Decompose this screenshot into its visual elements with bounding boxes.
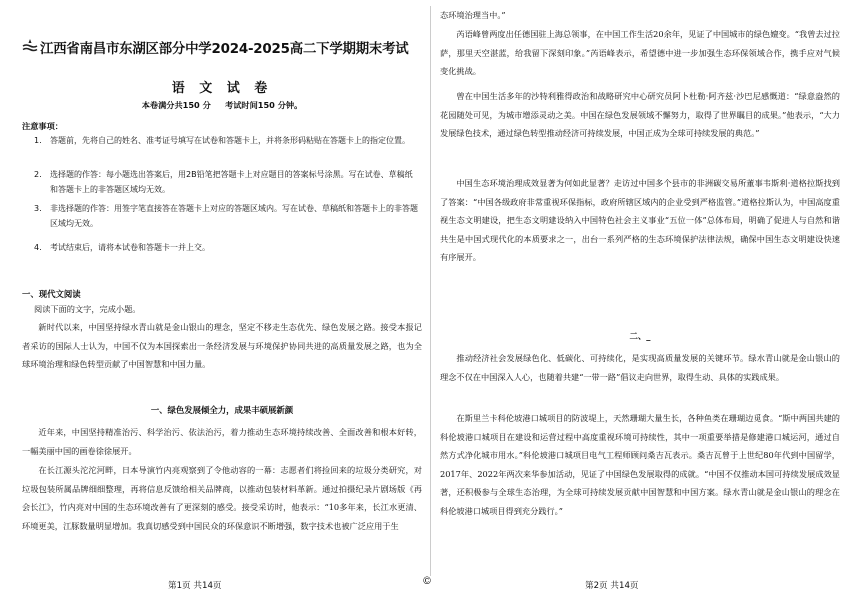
page-number-right: 第2页 共14页 bbox=[585, 581, 639, 591]
notice-text: 答题前，先将自己的姓名、准考证号填写在试卷和答题卡上，并将条形码粘贴在答题卡上的指定位置。 bbox=[50, 136, 410, 145]
paragraph: 曾在中国生活多年的沙特利雅得政治和战略研究中心研究员阿卜杜勒·阿齐兹·沙巴尼感慨道：“绿意盎然的花园随处可见，为城市增添灵动之美。中国在绿色发展领域不懈努力，取得了世界瞩目的成果。”他表示，“大力发展绿色技术，通过绿色转型推动经济可持续发展，中国正成为全球可持续发展的典范。” bbox=[440, 91, 840, 139]
subject-title: 语 文 试 卷 bbox=[171, 81, 273, 96]
notice-item bbox=[34, 167, 419, 197]
paragraph: 态环境治理当中。” bbox=[440, 10, 506, 20]
notice-heading: 注意事项： bbox=[22, 121, 63, 131]
exam-header bbox=[22, 36, 422, 58]
notice-text: 考试结束后，请将本试卷和答题卡一并上交。 bbox=[50, 243, 210, 252]
section-heading: 一、现代文阅读 bbox=[22, 289, 81, 299]
paragraph: 新时代以来，中国坚持绿水青山就是金山银山的理念，坚定不移走生态优先、绿色发展之路。接受本报记者采访的国际人士认为，中国不仅为本国探索出一条经济发展与环境保护协同共进的高质量发展之路，也为全球环境治理和绿色转型贡献了中国智慧和中国力量。 bbox=[22, 322, 422, 370]
notice-text: 非选择题的作答：用签字笔直接答在答题卡上对应的答题区域内。写在试卷、草稿纸和答题卡上的非答题区域均无效。 bbox=[50, 204, 418, 228]
exam-meta: 本卷满分共150 分 考试时间150 分钟。 bbox=[141, 100, 303, 110]
notice-number: 1. bbox=[34, 136, 42, 145]
paragraph: 在斯里兰卡科伦坡港口城项目的防波堤上，天然珊瑚大量生长，各种鱼类在珊瑚边觅食。“斯中两国共建的科伦坡港口城项目在建设和运营过程中高度重视环境可持续性，其中一项重要举措是修建港口城运河，通过自然方式净化城市用水。”科伦坡港口城项目电气工程师顾问桑吉瓦表示。桑吉瓦曾于上世纪80年代到中国留学，2017年、2022年两次来华参加活动，见证了中国绿色发展取得的成就。“中国不仅推动本国可持续发展成效显著，还积极参与全球生态治理，为全球可持续发展贡献中国智慧和中国方案。绿水青山就是金山银山的理念在科伦坡港口城项目得到充分践行。” bbox=[440, 413, 840, 516]
column-divider bbox=[430, 6, 431, 576]
reading-instruction: 阅读下面的文字，完成小题。 bbox=[34, 304, 141, 314]
paragraph: 近年来，中国坚持精准治污、科学治污、依法治污，着力推动生态环境持续改善、全面改善和根本好转，一幅美丽中国的画卷徐徐展开。 bbox=[22, 427, 422, 456]
page-number-left: 第1页 共14页 bbox=[168, 581, 222, 591]
notice-number: 4. bbox=[34, 243, 42, 252]
notice-item bbox=[34, 240, 419, 255]
exam-title: 江西省南昌市东湖区部分中学2024-2025高二下学期期末考试 bbox=[40, 42, 409, 57]
notice-text: 选择题的作答：每小题选出答案后，用2B铅笔把答题卡上对应题目的答案标号涂黑。写在试卷、草稿纸和答题卡上的非答题区域均无效。 bbox=[50, 170, 413, 194]
copyright-icon: © bbox=[422, 576, 432, 587]
paragraph: 在长江源头沱沱河畔，日本导演竹内亮观察到了令他动容的一幕：志愿者们将捡回来的垃圾分类研究，对垃圾包装所属品牌细细整理，再将信息反馈给相关品牌商，以推动包装材料革新。通过拍摄纪录片剧场版《再会长江》，竹内亮对中国的生态环境改善有了更深刻的感受。接受采访时，他表示：“10多年来，长江水更清、环境更美，江豚数量明显增加。我真切感受到中国民众的环保意识不断增强，数字技术也被广泛应用于生 bbox=[22, 465, 422, 531]
notice-item bbox=[34, 201, 419, 231]
school-logo-icon bbox=[22, 38, 38, 54]
paragraph: 中国生态环境治理成效显著为何如此显著？走访过中国多个县市的非洲碳交易所董事韦斯利·道格拉斯找到了答案：“中国各级政府非常重视环保指标，政府所辖区域内的企业受到严格监管。”道格拉斯认为，中国高度重视生态文明建设，把生态文明建设纳入中国特色社会主义事业“五位一体”总体布局，明确了促进人与自然和谐共生是中国式现代化的本质要求之一，出台一系列严格的生态环境保护法律法规，确保中国生态文明建设快速有序展开。 bbox=[440, 178, 840, 263]
paragraph: 推动经济社会发展绿色化、低碳化、可持续化，是实现高质量发展的关键环节。绿水青山就是金山银山的理念不仅在中国深入人心，也随着共建“一带一路”倡议走向世界，取得生动、具体的实践成果。 bbox=[440, 353, 840, 382]
paragraph: 芮语峰曾两度出任德国驻上海总领事，在中国工作生活20余年，见证了中国城市的绿色嬗变。“我曾去过拉萨，那里天空湛蓝，给我留下深刻印象。”芮语峰表示，希望德中进一步加强生态环保领域合作，携手应对气候变化挑战。 bbox=[440, 29, 840, 77]
subheading: 一、绿色发展倾全力，成果丰硕展新颜 bbox=[150, 405, 294, 415]
notice-number: 3. bbox=[34, 204, 42, 213]
notice-number: 2. bbox=[34, 170, 42, 179]
notice-item bbox=[34, 133, 419, 148]
subheading: 二、_ bbox=[629, 331, 651, 341]
